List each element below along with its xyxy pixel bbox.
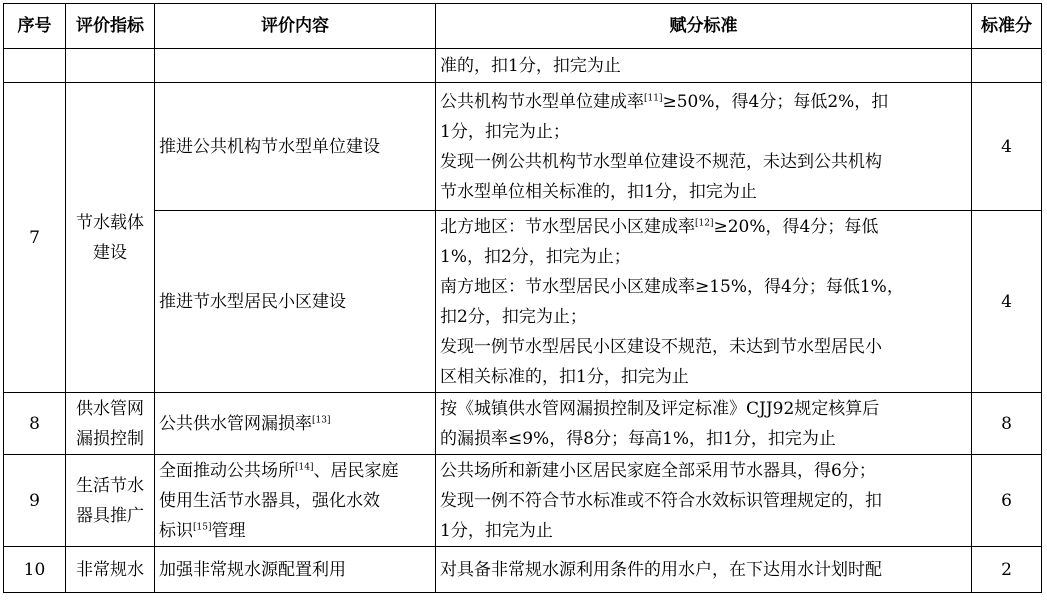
content-line — [159, 456, 431, 486]
header-score: 标准分 — [972, 4, 1042, 49]
indicator-line: 节水载体 — [76, 212, 144, 233]
indicator-cell — [66, 83, 155, 393]
standard-line — [440, 87, 967, 117]
standard-line: 准的，扣1分，扣完为止 — [440, 55, 621, 76]
standard-cell — [436, 211, 972, 393]
standard-line: 1分，扣完为止 — [440, 520, 553, 541]
standard-line: 1%，扣2分，扣完为止； — [440, 246, 631, 267]
score-cell — [972, 49, 1042, 83]
standard-line: 发现一例公共机构节水型单位建设不规范，未达到公共机构 — [440, 151, 882, 172]
indicator-cell: 非常规水 — [66, 547, 155, 593]
indicator-cell — [66, 455, 155, 547]
table-row — [4, 211, 1042, 393]
standard-line: 1分，扣完为止； — [440, 121, 570, 142]
score-cell: 4 — [972, 83, 1042, 211]
table-row — [4, 49, 1042, 83]
table-row — [4, 547, 1042, 593]
content-cell: 加强非常规水源配置利用 — [155, 547, 436, 593]
indicator-cell — [66, 49, 155, 83]
content-cell: 推进节水型居民小区建设 — [155, 211, 436, 393]
standard-line: 按《城镇供水管网漏损控制及评定标准》CJJ92规定核算后 — [440, 398, 880, 419]
standard-line: 扣2分，扣完为止； — [440, 306, 587, 327]
seq-cell: 8 — [4, 393, 66, 455]
standard-line — [440, 212, 967, 242]
seq-cell — [4, 49, 66, 83]
footnote-ref: [11] — [644, 92, 663, 103]
standard-line: 的漏损率≤9%，得8分；每高1%，扣1分，扣完为止 — [440, 428, 836, 449]
standard-cell — [436, 455, 972, 547]
header-standard: 赋分标准 — [436, 4, 972, 49]
header-row — [4, 4, 1042, 49]
standard-text: ≥50%，得4分；每低2%，扣 — [662, 91, 889, 112]
indicator-line: 生活节水 — [76, 475, 144, 496]
content-cell: 推进公共机构节水型单位建设 — [155, 83, 436, 211]
header-seq: 序号 — [4, 4, 66, 49]
score-cell: 8 — [972, 393, 1042, 455]
indicator-line: 漏损控制 — [76, 428, 144, 449]
indicator-line: 建设 — [93, 242, 127, 263]
standard-line: 南方地区：节水型居民小区建成率≥15%，得4分；每低1%， — [440, 276, 904, 297]
standard-cell: 对具备非常规水源利用条件的用水户，在下达用水计划时配 — [436, 547, 972, 593]
table-row — [4, 455, 1042, 547]
table-row — [4, 393, 1042, 455]
content-text: 管理 — [211, 520, 246, 541]
indicator-line: 供水管网 — [76, 398, 144, 419]
seq-cell: 10 — [4, 547, 66, 593]
content-text: 、居民家庭 — [313, 460, 399, 481]
evaluation-table — [3, 3, 1042, 593]
standard-line: 节水型单位相关标准的，扣1分，扣完为止 — [440, 181, 757, 202]
header-indicator: 评价指标 — [66, 4, 155, 49]
standard-cell — [436, 393, 972, 455]
seq-cell: 9 — [4, 455, 66, 547]
indicator-cell — [66, 393, 155, 455]
score-cell: 4 — [972, 211, 1042, 393]
content-cell — [155, 49, 436, 83]
score-cell: 6 — [972, 455, 1042, 547]
seq-cell: 7 — [4, 83, 66, 393]
standard-line: 公共场所和新建小区居民家庭全部采用节水器具，得6分； — [440, 460, 876, 481]
indicator-line: 器具推广 — [76, 505, 144, 526]
content-text: 公共供水管网漏损率 — [159, 413, 312, 434]
standard-cell — [436, 49, 972, 83]
standard-line: 发现一例不符合节水标准或不符合水效标识管理规定的，扣 — [440, 490, 882, 511]
content-line — [159, 516, 431, 546]
header-content: 评价内容 — [155, 4, 436, 49]
content-cell — [155, 455, 436, 547]
standard-text: 公共机构节水型单位建成率 — [440, 91, 644, 112]
score-cell: 2 — [972, 547, 1042, 593]
standard-cell — [436, 83, 972, 211]
table-row — [4, 83, 1042, 211]
standard-text: 北方地区：节水型居民小区建成率 — [440, 216, 695, 237]
footnote-ref: [14] — [295, 461, 314, 472]
content-text: 标识 — [159, 520, 193, 541]
content-cell — [155, 393, 436, 455]
content-text: 全面推动公共场所 — [159, 460, 295, 481]
content-line: 使用生活节水器具，强化水效 — [159, 490, 380, 511]
standard-line: 区相关标准的，扣1分，扣完为止 — [440, 366, 689, 387]
footnote-ref: [15] — [193, 521, 212, 532]
standard-text: ≥20%，得4分；每低 — [713, 216, 879, 237]
standard-line: 发现一例节水型居民小区建设不规范，未达到节水型居民小 — [440, 336, 882, 357]
footnote-ref: [12] — [695, 217, 714, 228]
footnote-ref: [13] — [312, 414, 331, 425]
